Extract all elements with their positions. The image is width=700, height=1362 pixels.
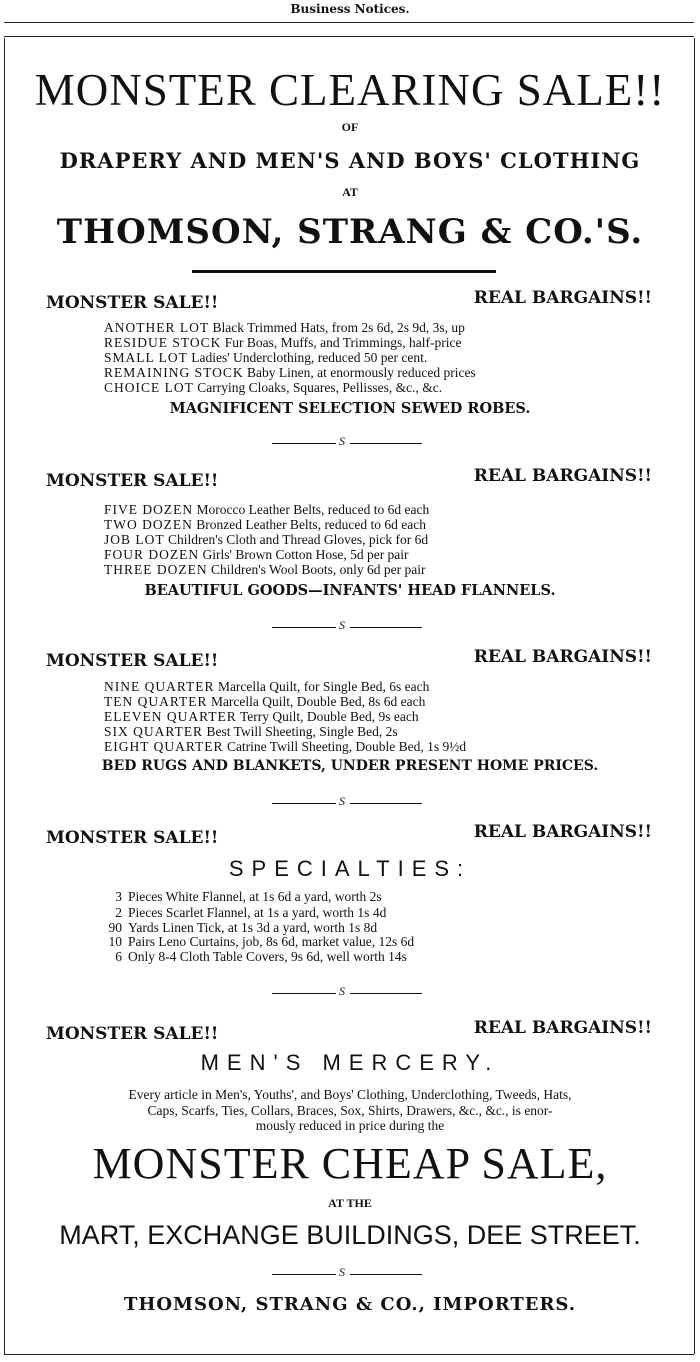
list-item: JOB LOT Children's Cloth and Thread Gloves, pick for 6d: [104, 532, 429, 547]
list-item: TEN QUARTER Marcella Quilt, Double Bed, 8s 6d each: [104, 694, 426, 709]
specialties-heading: SPECIALTIES:: [228, 856, 472, 881]
footer-rule: [4, 1354, 694, 1355]
monster-sale-heading: MONSTER SALE!!: [46, 293, 219, 313]
list-item: 6 Only 8-4 Cloth Table Covers, 9s 6d, well worth 14s: [115, 949, 407, 964]
footer-venue: MART, EXCHANGE BUILDINGS, DEE STREET.: [59, 1220, 641, 1250]
list-item: REMAINING STOCK Baby Linen, at enormously reduced prices: [104, 365, 476, 380]
list-item: SIX QUARTER Best Twill Sheeting, Single Bed, 2s: [104, 724, 398, 739]
section-separator: S: [272, 621, 422, 633]
list-item: FOUR DOZEN Girls' Brown Cotton Hose, 5d per pair: [104, 547, 409, 562]
list-item: THREE DOZEN Children's Wool Boots, only 6d per pair: [104, 562, 426, 577]
footer-firm: THOMSON, STRANG & CO., IMPORTERS.: [123, 1294, 577, 1315]
block-closer: BEAUTIFUL GOODS—INFANTS' HEAD FLANNELS.: [144, 582, 556, 599]
list-item: 2 Pieces Scarlet Flannel, at 1s a yard, worth 1s 4d: [115, 905, 387, 920]
block-closer: BED RUGS AND BLANKETS, UNDER PRESENT HOME PRICES.: [101, 758, 599, 774]
real-bargains-heading: REAL BARGAINS!!: [473, 1018, 652, 1038]
section-header: Business Notices.: [290, 2, 410, 16]
list-item: 3 Pieces White Flannel, at 1s 6d a yard, worth 2s: [115, 889, 382, 904]
section-separator: S: [272, 797, 422, 809]
list-item: EIGHT QUARTER Catrine Twill Sheeting, Double Bed, 1s 9½d: [104, 739, 467, 754]
mercery-paragraph-line1: Every article in Men's, Youths', and Boys' Clothing, Underclothing, Tweeds, Hats,: [128, 1087, 572, 1102]
list-item: CHOICE LOT Carrying Cloaks, Squares, Pellisses, &c., &c.: [104, 380, 443, 395]
monster-sale-heading: MONSTER SALE!!: [46, 651, 219, 671]
list-item: ELEVEN QUARTER Terry Quilt, Double Bed, 9s each: [104, 709, 419, 724]
list-item: RESIDUE STOCK Fur Boas, Muffs, and Trimmings, half-price: [104, 335, 462, 350]
monster-sale-heading: MONSTER SALE!!: [46, 828, 219, 848]
header-rule-bottom: [4, 36, 694, 37]
section-separator: S: [272, 437, 422, 449]
mercery-paragraph-line3: mously reduced in price during the: [255, 1118, 445, 1133]
title-of: OF: [341, 120, 359, 134]
section-separator: S: [272, 987, 422, 999]
list-item: 10 Pairs Leno Curtains, job, 8s 6d, market value, 12s 6d: [108, 934, 415, 949]
list-item: ANOTHER LOT Black Trimmed Hats, from 2s 6d, 2s 9d, 3s, up: [104, 320, 465, 335]
real-bargains-heading: REAL BARGAINS!!: [473, 466, 652, 486]
title-line1: MONSTER CLEARING SALE!!: [34, 65, 666, 115]
monster-sale-heading: MONSTER SALE!!: [46, 1024, 219, 1044]
mercery-heading: MEN'S MERCERY.: [200, 1050, 500, 1075]
list-item: NINE QUARTER Marcella Quilt, for Single Bed, 6s each: [104, 679, 430, 694]
real-bargains-heading: REAL BARGAINS!!: [473, 288, 652, 308]
title-firm: THOMSON, STRANG & CO.'S.: [56, 212, 644, 252]
title-underline: [192, 270, 496, 273]
title-at: AT: [342, 185, 358, 199]
footer-at-the: AT THE: [328, 1196, 372, 1210]
monster-sale-heading: MONSTER SALE!!: [46, 471, 219, 491]
section-separator: S: [272, 1268, 422, 1280]
real-bargains-heading: REAL BARGAINS!!: [473, 647, 652, 667]
list-item: FIVE DOZEN Morocco Leather Belts, reduced to 6d each: [104, 502, 430, 517]
header-rule-top: [4, 22, 694, 23]
footer-big-title: MONSTER CHEAP SALE,: [92, 1139, 608, 1188]
list-item: TWO DOZEN Bronzed Leather Belts, reduced to 6d each: [104, 517, 427, 532]
list-item: 90 Yards Linen Tick, at 1s 3d a yard, worth 1s 8d: [108, 920, 378, 935]
real-bargains-heading: REAL BARGAINS!!: [473, 822, 652, 842]
block-closer: MAGNIFICENT SELECTION SEWED ROBES.: [169, 400, 531, 417]
mercery-paragraph-line2: Caps, Scarfs, Ties, Collars, Braces, Sox, Shirts, Drawers, &c., &c., is enor-: [147, 1103, 553, 1118]
title-line2: DRAPERY AND MEN'S AND BOYS' CLOTHING: [59, 148, 641, 173]
list-item: SMALL LOT Ladies' Underclothing, reduced 50 per cent.: [104, 350, 428, 365]
